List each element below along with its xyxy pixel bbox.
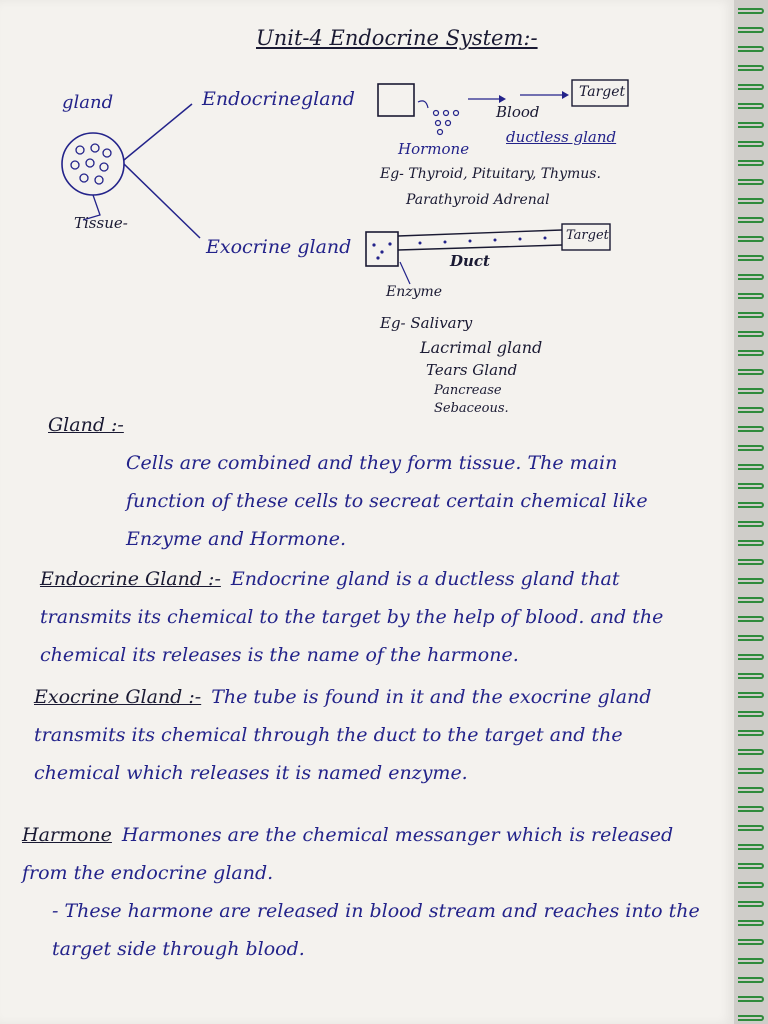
duct-line-top [398, 230, 562, 236]
spiral-coil [738, 369, 764, 375]
spiral-coil [738, 388, 764, 394]
spiral-coil [738, 597, 764, 603]
spiral-coil [738, 141, 764, 147]
spiral-coil [738, 426, 764, 432]
gland-diagram [0, 0, 734, 420]
gland-heading: Gland :- [48, 414, 124, 436]
spiral-coil [738, 730, 764, 736]
endocrine-target-label: Target [579, 84, 626, 100]
hormone-dots [434, 111, 459, 135]
hormone-text-2: - These harmone are released in blood stream and reaches into the target side through blood. [52, 900, 700, 960]
spiral-coil [738, 806, 764, 812]
spiral-coil [738, 8, 764, 14]
spiral-coil [738, 673, 764, 679]
tissue-cells [71, 144, 111, 184]
exocrine-heading: Exocrine Gland :- [34, 686, 202, 708]
spiral-coil [738, 616, 764, 622]
enzyme-dots [372, 242, 391, 259]
blood-label: Blood [496, 103, 540, 121]
spiral-coil [738, 521, 764, 527]
spiral-coil [738, 863, 764, 869]
spiral-coil [738, 711, 764, 717]
spiral-coil [738, 84, 764, 90]
spiral-coil [738, 844, 764, 850]
spiral-coil [738, 407, 764, 413]
endocrine-examples-line1: Eg- Thyroid, Pituitary, Thymus. [380, 166, 601, 182]
spiral-coil [738, 160, 764, 166]
spiral-coil [738, 939, 764, 945]
spiral-coil [738, 179, 764, 185]
spiral-coil [738, 122, 764, 128]
hormone-label: Hormone [398, 140, 470, 158]
duct-line-bottom [398, 245, 562, 250]
endocrine-gland-box [378, 84, 414, 116]
gland-section [48, 406, 698, 558]
endocrine-branch-line [124, 104, 192, 160]
spiral-coil [738, 483, 764, 489]
gland-to-hormone-arrow [418, 101, 428, 108]
endocrine-text: Endocrine gland is a ductless gland that transmits its chemical to the target by the help of blood. and the chemical its releases is the name of the harmone. [40, 568, 664, 666]
spiral-coil [738, 996, 764, 1002]
spiral-coil [738, 65, 764, 71]
spiral-coil [738, 787, 764, 793]
spiral-coil [738, 445, 764, 451]
exocrine-target-label: Target [566, 228, 609, 243]
hormone-section [22, 816, 712, 968]
exocrine-example-item: Pancrease [434, 383, 502, 398]
spiral-coil [738, 103, 764, 109]
notebook-spiral [734, 0, 768, 1024]
spiral-coil [738, 46, 764, 52]
tissue-label: Tissue- [74, 214, 128, 232]
spiral-coil [738, 920, 764, 926]
spiral-coil [738, 635, 764, 641]
endocrine-examples-line2: Parathyroid Adrenal [406, 192, 550, 208]
spiral-coil [738, 27, 764, 33]
spiral-coil [738, 255, 764, 261]
spiral-coil [738, 825, 764, 831]
spiral-coil [738, 312, 764, 318]
endocrine-heading: Endocrine Gland :- [40, 568, 221, 590]
exocrine-gland-box [366, 232, 398, 266]
spiral-coil [738, 350, 764, 356]
duct-label: Duct [450, 252, 490, 270]
ductless-gland-label: ductless gland [506, 128, 617, 146]
hormone-text-1: Harmones are the chemical messanger which is released from the endocrine gland. [22, 824, 674, 884]
spiral-coil [738, 464, 764, 470]
spiral-coil [738, 559, 764, 565]
spiral-coil [738, 1015, 764, 1021]
spiral-coil [738, 502, 764, 508]
spiral-coil [738, 331, 764, 337]
exocrine-text: The tube is found in it and the exocrine gland transmits its chemical through the duct to the target and the chemical which releases it is named enzyme. [34, 686, 652, 784]
spiral-coil [738, 293, 764, 299]
exocrine-section [34, 678, 706, 792]
spiral-coil [738, 274, 764, 280]
duct-dots [419, 237, 547, 245]
spiral-coil [738, 692, 764, 698]
gland-label: gland [62, 92, 114, 113]
spiral-coil [738, 578, 764, 584]
spiral-coil [738, 958, 764, 964]
enzyme-label: Enzyme [386, 284, 443, 300]
spiral-coil [738, 236, 764, 242]
hormone-heading: Harmone [22, 824, 112, 846]
endocrine-section [40, 560, 706, 674]
exocrine-branch-line [124, 164, 200, 238]
exocrine-example-item: Eg- Salivary [380, 314, 473, 332]
spiral-coil [738, 198, 764, 204]
spiral-coil [738, 217, 764, 223]
endocrine-gland-label: Endocrinegland [202, 88, 355, 110]
exocrine-gland-label: Exocrine gland [206, 236, 352, 258]
gland-text: Cells are combined and they form tissue. The main function of these cells to secreat certain chemical like Enzyme and Hormone. [126, 452, 648, 550]
enzyme-pointer-line [400, 262, 410, 284]
spiral-coil [738, 768, 764, 774]
exocrine-example-item: Tears Gland [426, 361, 518, 379]
exocrine-example-item: Sebaceous. [434, 401, 509, 416]
spiral-coil [738, 749, 764, 755]
spiral-coil [738, 654, 764, 660]
spiral-coil [738, 882, 764, 888]
spiral-coil [738, 977, 764, 983]
spiral-coil [738, 901, 764, 907]
page-title: Unit-4 Endocrine System:- [256, 26, 538, 50]
spiral-coil [738, 540, 764, 546]
exocrine-example-item: Lacrimal gland [420, 338, 543, 357]
